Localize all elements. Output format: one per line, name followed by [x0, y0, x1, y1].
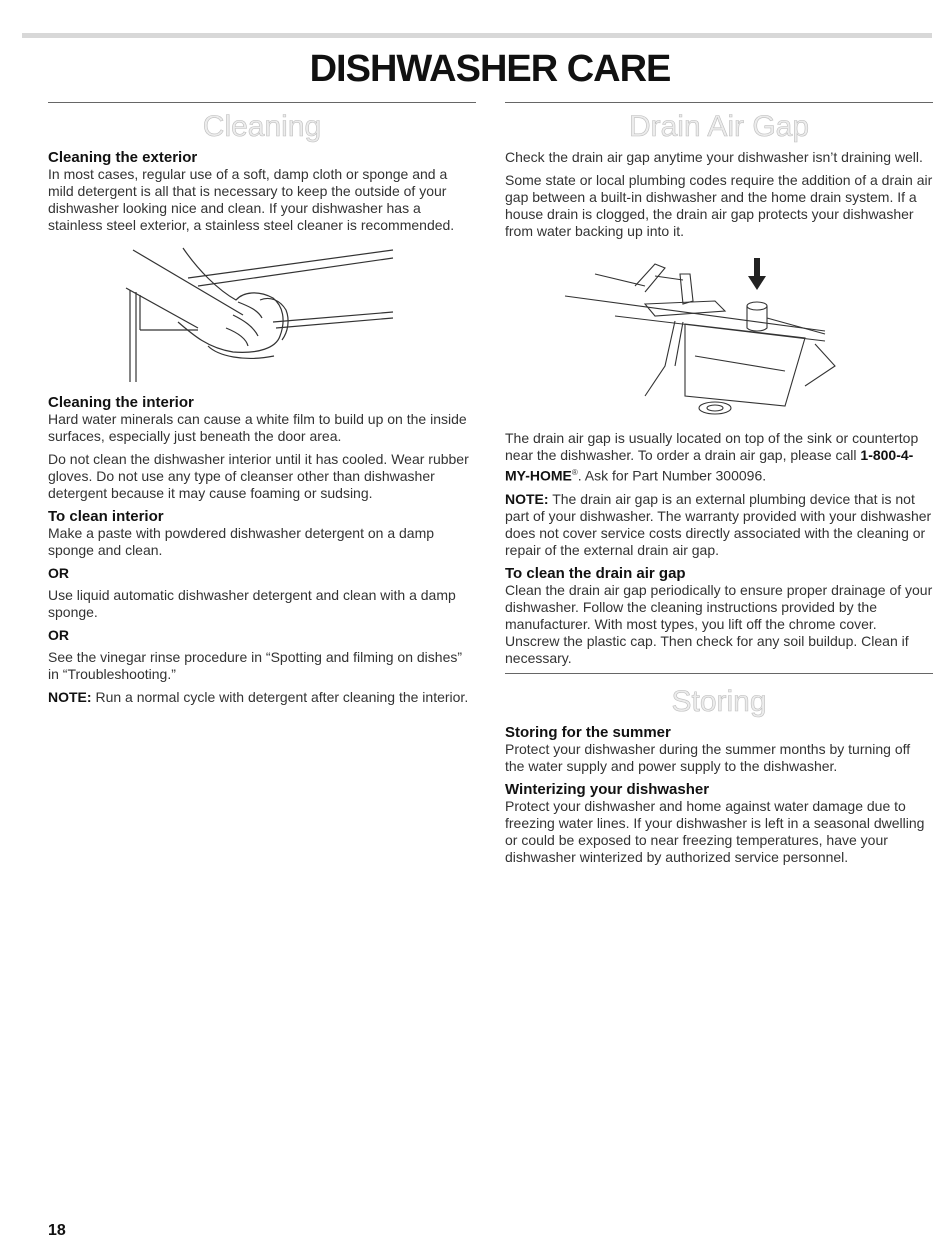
section-heading-cleaning: Cleaning	[202, 110, 322, 143]
paragraph-interior-2: Do not clean the dishwasher interior until it has cooled. Wear rubber gloves. Do not use any type of cleanser other than dishwasher detergent because it may cause foaming or sudsing.	[48, 451, 469, 501]
note-text: The drain air gap is an external plumbing device that is not part of your dishwasher. The warranty provided with your dishwasher does not cover service costs directly associated with the cleaning or repair of the external drain air gap.	[505, 490, 932, 558]
subheading-clean-drain-air-gap: To clean the drain air gap	[505, 564, 686, 582]
page-number: 18	[48, 1222, 66, 1239]
paragraph-liquid: Use liquid automatic dishwasher detergent and clean with a damp sponge.	[48, 587, 456, 620]
paragraph-winterizing: Protect your dishwasher and home against water damage due to freezing water lines. If your dishwasher is left in a seasonal dwelling or could be exposed to near freezing temperatures, have your dishwasher winterized by authorized service personnel.	[505, 797, 925, 865]
note-interior	[48, 689, 476, 706]
paragraph-interior-1: Hard water minerals can cause a white film to build up on the inside surfaces, especially just beneath the door area.	[48, 411, 467, 444]
section-divider	[48, 102, 476, 103]
note-text: Run a normal cycle with detergent after cleaning the interior.	[91, 689, 469, 705]
page-title: DISHWASHER CARE	[309, 48, 671, 90]
subheading-to-clean-interior: To clean interior	[48, 508, 164, 525]
right-column	[505, 102, 933, 872]
paragraph-summer: Protect your dishwasher during the summer months by turning off the water supply and power supply to the dishwasher.	[505, 740, 911, 774]
cleaning-exterior-illustration	[48, 240, 476, 390]
section-heading-drain-air-gap: Drain Air Gap	[628, 110, 810, 143]
note-drain	[505, 491, 933, 559]
section-divider	[505, 102, 933, 103]
paragraph-drain-codes: Some state or local plumbing codes require the addition of a drain air gap between a built-in dishwasher and the home drain system. If a house drain is clogged, the drain air gap protects your dishwasher from water backing up into it.	[505, 172, 933, 239]
paragraph-drain-check: Check the drain air gap anytime your dishwasher isn’t draining well.	[505, 149, 923, 165]
section-heading-storing: Storing	[671, 684, 767, 718]
subheading-storing-summer: Storing for the summer	[505, 723, 671, 741]
note-label: NOTE:	[48, 689, 92, 705]
or-label-1: OR	[48, 565, 69, 581]
subheading-cleaning-exterior: Cleaning the exterior	[48, 149, 198, 166]
subheading-winterizing: Winterizing your dishwasher	[505, 780, 710, 798]
paragraph-drain-location	[505, 430, 933, 485]
paragraph-exterior: In most cases, regular use of a soft, damp cloth or sponge and a mild detergent is all that is necessary to keep the outside of your dishwasher looking nice and clean. If your dishwasher has a stainless steel exterior, a stainless steel cleaner is recommended.	[48, 166, 455, 233]
note-label: NOTE:	[505, 490, 549, 507]
top-rule	[22, 33, 932, 38]
left-column	[48, 102, 476, 712]
registered-mark: ®	[571, 468, 578, 477]
subheading-cleaning-interior: Cleaning the interior	[48, 394, 194, 411]
paragraph-paste: Make a paste with powdered dishwasher detergent on a damp sponge and clean.	[48, 525, 435, 558]
drain-location-text: The drain air gap is usually located on top of the sink or countertop near the dishwasher. To order a drain air gap, please call	[505, 430, 919, 463]
arrow-down-icon	[748, 258, 766, 290]
phone-number: 1-800-4-MY-HOME	[505, 447, 914, 484]
or-label-2: OR	[48, 627, 69, 643]
drain-air-gap-illustration	[505, 246, 933, 426]
paragraph-vinegar: See the vinegar rinse procedure in “Spotting and filming on dishes” in “Troubleshooting.”	[48, 649, 463, 682]
part-number-text: . Ask for Part Number 300096.	[577, 467, 767, 484]
section-divider	[505, 673, 933, 674]
paragraph-clean-drain: Clean the drain air gap periodically to ensure proper drainage of your dishwasher. Follow the cleaning instructions provided by the manufacturer. With most types, you lift off the chrome cover. Unscrew the plastic cap. Then check for any soil buildup. Clean if necessary.	[505, 581, 933, 666]
